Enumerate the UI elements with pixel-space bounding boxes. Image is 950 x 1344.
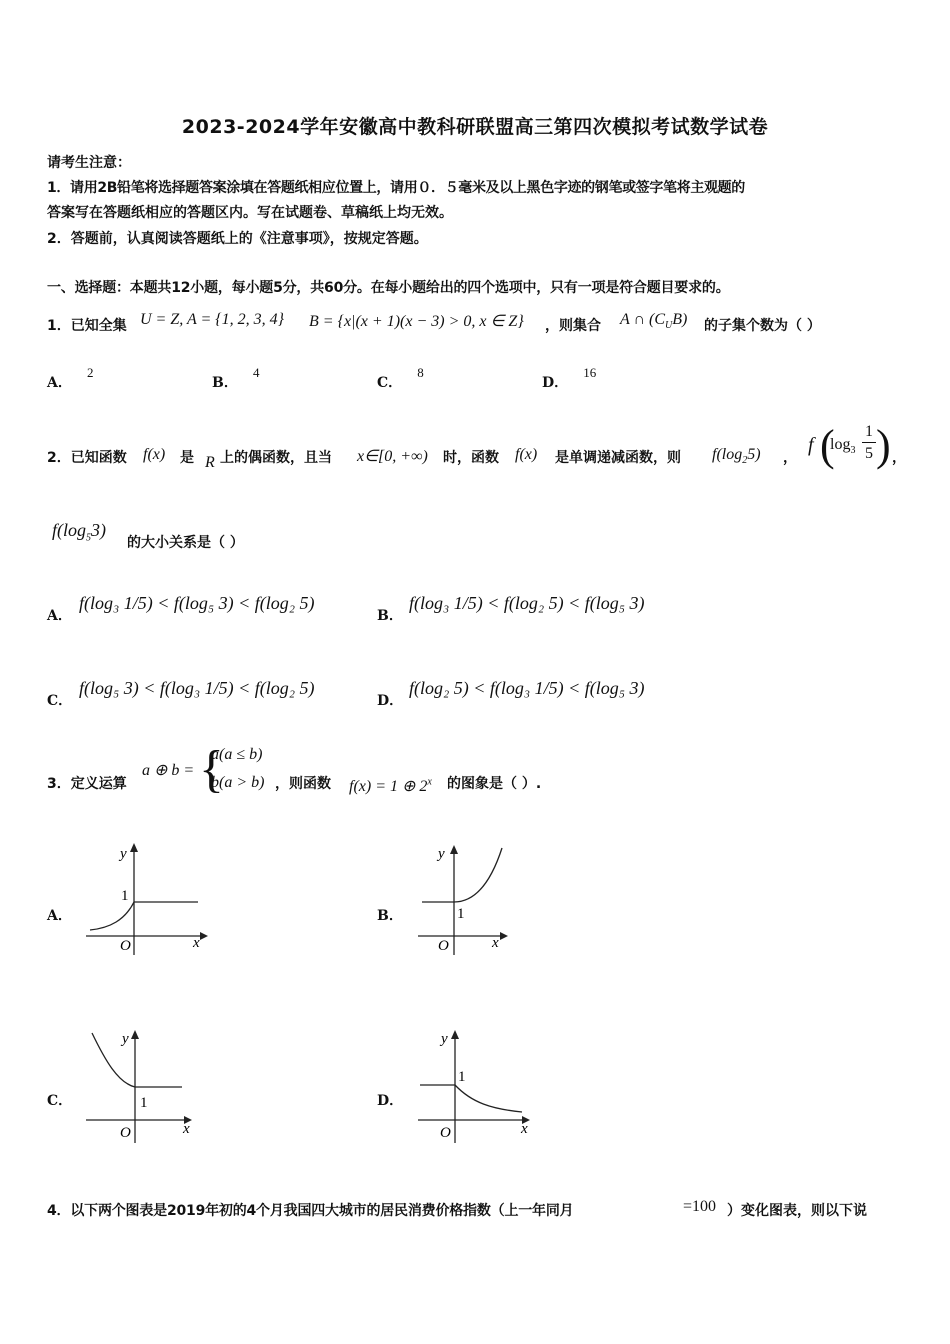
q3-graph-c <box>80 1025 210 1145</box>
q1-set-u-a: U = Z, A = {1, 2, 3, 4} <box>140 311 285 328</box>
q1-set-b: B = {x|(x + 1)(x − 3) > 0, x ∈ Z} <box>309 313 524 330</box>
notice-line-3: 2．答题前，认真阅读答题纸上的《注意事项》，按规定答题。 <box>47 231 428 247</box>
q3-graph-d-one: 1 <box>458 1069 466 1085</box>
q2-fx: f(x) <box>143 446 166 463</box>
q3-graph-c-x-label: x <box>183 1121 190 1137</box>
q2-option-d-expr: f(log₂ 5) < f(log₃ 1/5) < f(log₅ 3) <box>409 678 645 698</box>
q4-equation: =100 <box>683 1198 717 1215</box>
q4-tail: ）变化图表，则以下说 <box>727 1203 867 1219</box>
q1-suffix: 的子集个数为（ ） <box>704 318 821 334</box>
q3-prefix: 3．定义运算 <box>47 776 127 792</box>
notice-line-2: 答案写在答题纸相应的答题区内。写在试题卷、草稿纸上均无效。 <box>47 205 453 221</box>
q3-graph-d-y-label: y <box>441 1031 448 1047</box>
section-heading: 一、选择题：本题共12小题，每小题5分，共60分。在每小题给出的四个选项中，只有一项是符合题目要求的。 <box>47 280 730 296</box>
q3-graph-a-one: 1 <box>121 888 129 904</box>
q3-graph-a-origin: O <box>120 938 131 954</box>
q1-option-b[interactable]: B． $^4$ <box>212 365 260 391</box>
q3-option-a[interactable]: A． <box>47 908 72 924</box>
notice-line-1: 1．请用2B铅笔将选择题答案涂填在答题纸相应位置上，请用０．５毫米及以上黑色字迹的钢笔或签字笔将主观题的 <box>47 180 745 196</box>
q3-graph-d <box>412 1025 542 1145</box>
question-4 <box>47 1198 907 1224</box>
q1-expression: A ∩ $(C_UB)$ <box>620 311 688 332</box>
question-2: 2．已知函数 f(x) 是 R 上的偶函数，且当 x∈[0, +∞) 时，函数 f(x) 是单调递减函数，则 $f(\log_25)$ ， f ( $\log_3$ 1 5 ) ， <box>47 421 906 471</box>
q3-graph-d-origin: O <box>440 1125 451 1141</box>
q2-option-b[interactable]: B． f(log₃ 1/5) < f(log₂ 5) < f(log₅ 3) <box>377 593 645 624</box>
q3-function: f(x) = 1 ⊕ 2$^x$ <box>349 776 432 795</box>
q3-graph-b-y-label: y <box>438 846 445 862</box>
q3-graph-a <box>80 840 210 960</box>
q2-prefix: 2．已知函数 <box>47 450 127 466</box>
q1-option-c[interactable]: C． $^8$ <box>377 365 424 391</box>
q2-value-2: $\log_3$ <box>830 436 856 457</box>
q3-graph-a-x-label: x <box>193 935 200 951</box>
q3-graph-b-origin: O <box>438 938 449 954</box>
q2-option-c-expr: f(log₅ 3) < f(log₃ 1/5) < f(log₂ 5) <box>79 678 315 698</box>
q3-graph-b <box>412 840 542 960</box>
q3-operator: a ⊕ b = <box>142 762 195 779</box>
page-title: 2023-2024学年安徽高中教科研联盟高三第四次模拟考试数学试卷 <box>181 116 769 138</box>
q3-graph-b-x-label: x <box>492 935 499 951</box>
q4-text: 4．以下两个图表是2019年初的4个月我国四大城市的居民消费价格指数（上一年同月 <box>47 1203 574 1219</box>
q3-graph-b-one: 1 <box>457 906 465 922</box>
q1-option-d[interactable]: D． $^{16}$ <box>542 365 597 391</box>
q2-R: R <box>205 454 215 471</box>
q2-condition: x∈[0, +∞) <box>357 448 428 465</box>
q1-mid-text: ，则集合 <box>545 318 601 334</box>
q2-option-b-expr: f(log₃ 1/5) < f(log₂ 5) < f(log₅ 3) <box>409 593 645 613</box>
q2-value-3: $f(\log_53)$ <box>52 520 106 544</box>
q3-graph-d-x-label: x <box>521 1121 528 1137</box>
q3-graph-c-y-label: y <box>122 1031 129 1047</box>
q2-option-d[interactable]: D． f(log₂ 5) < f(log₃ 1/5) < f(log₅ 3) <box>377 678 645 709</box>
q2-option-a[interactable]: A． f(log₃ 1/5) < f(log₅ 3) < f(log₂ 5) <box>47 593 315 624</box>
q3-case-2: b(a > b) <box>211 774 265 791</box>
q1-prefix: 1．已知全集 <box>47 318 127 334</box>
q3-option-d[interactable]: D． <box>377 1093 404 1109</box>
q1-option-a[interactable]: A． $^2$ <box>47 365 94 391</box>
q2-option-a-expr: f(log₃ 1/5) < f(log₅ 3) < f(log₂ 5) <box>79 593 315 613</box>
q2-value-1: $f(\log_25)$ <box>712 446 761 467</box>
q3-option-b[interactable]: B． <box>377 908 403 924</box>
q3-graph-c-one: 1 <box>140 1095 148 1111</box>
notice-heading: 请考生注意： <box>47 155 131 171</box>
q3-case-1: a(a ≤ b) <box>211 746 263 763</box>
q3-graph-a-y-label: y <box>120 846 127 862</box>
q3-graph-c-origin: O <box>120 1125 131 1141</box>
q2-option-c[interactable]: C． f(log₅ 3) < f(log₃ 1/5) < f(log₂ 5) <box>47 678 315 709</box>
question-3: 3．定义运算 a ⊕ b = { a(a ≤ b) b(a > b) ，则函数 f(x) = 1 ⊕ 2$^x$ 的图象是（ ）. <box>47 741 542 798</box>
q3-option-c[interactable]: C． <box>47 1093 73 1109</box>
